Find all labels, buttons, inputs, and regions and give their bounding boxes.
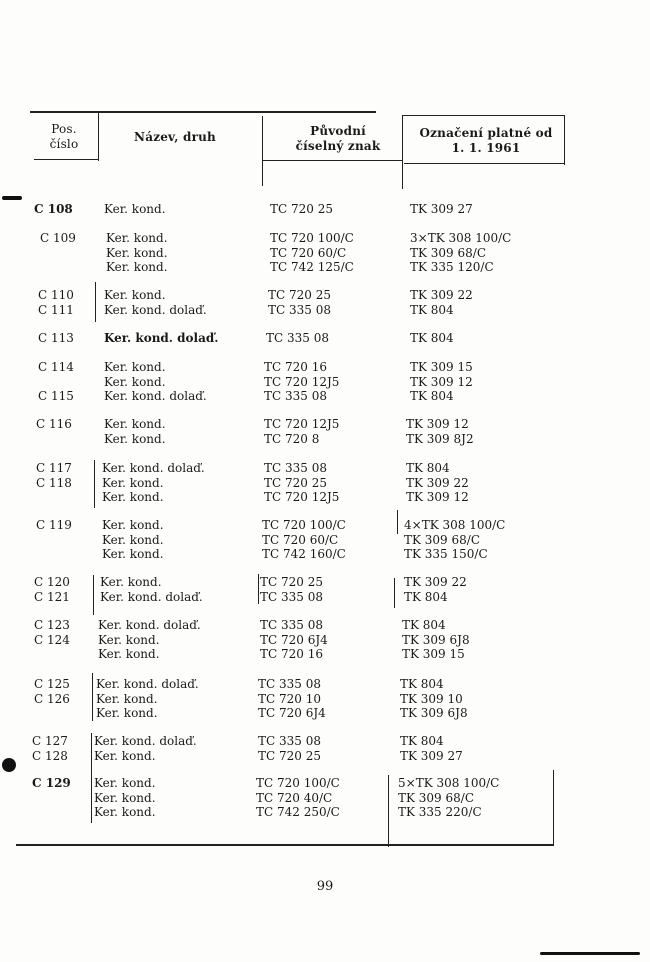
cell-name	[104, 417, 166, 446]
cell-line: TC 720 12J5	[264, 374, 340, 389]
header-underline-right	[404, 163, 564, 164]
cell-new	[406, 461, 469, 505]
cell-pos	[36, 518, 72, 533]
cell-orig	[266, 331, 329, 346]
cell-line: TC 335 08	[258, 734, 321, 748]
cell-line: TC 720 25	[264, 475, 327, 490]
table-top-rule	[30, 111, 376, 113]
cell-line: Ker. kond.	[96, 691, 158, 706]
cell-line: TC 720 25	[268, 288, 331, 302]
cell-line: TC 720 8	[264, 431, 320, 446]
col-divider-1d	[93, 575, 94, 615]
cell-orig	[256, 776, 340, 820]
cell-line: C 115	[38, 389, 74, 403]
cell-line: TC 720 25	[260, 575, 323, 589]
cell-pos	[38, 331, 74, 346]
cell-line: C 125	[34, 677, 70, 691]
cell-line: Ker. kond.	[94, 776, 156, 790]
cell-pos	[34, 618, 70, 647]
cell-line: C 110	[38, 288, 74, 302]
header-underline-mid	[262, 160, 402, 161]
cell-line: Ker. kond.	[100, 575, 162, 589]
cell-line: Ker. kond.	[98, 647, 160, 661]
col-divider-4b	[553, 770, 554, 846]
col-divider-3	[402, 115, 403, 189]
page-number: 99	[316, 879, 334, 894]
cell-line: Ker. kond.	[102, 518, 164, 532]
cell-line: Ker. kond.	[102, 475, 164, 490]
cell-line: C 127	[32, 734, 68, 748]
cell-line: C 113	[38, 331, 74, 345]
cell-line: TC 335 08	[264, 461, 327, 475]
cell-line: TK 804	[410, 331, 454, 345]
col-divider-3d	[388, 775, 389, 847]
cell-line: TC 742 125/C	[270, 260, 354, 274]
cell-line	[38, 375, 74, 390]
cell-line: Ker. kond. dolaď.	[104, 331, 219, 345]
header-underline	[34, 159, 98, 160]
cell-line: TC 335 08	[260, 589, 323, 604]
cell-line: TK 309 68/C	[404, 532, 480, 547]
cell-line: C 118	[36, 475, 72, 490]
cell-line: C 126	[34, 691, 70, 706]
cell-pos	[34, 677, 70, 706]
cell-pos	[36, 417, 72, 432]
cell-line: Ker. kond. dolaď.	[102, 461, 205, 475]
cell-line: TC 720 40/C	[256, 790, 333, 805]
cell-line: TC 720 16	[264, 360, 327, 374]
col-divider-4	[564, 115, 565, 165]
cell-line: TC 335 08	[264, 389, 327, 403]
table-top-rule-right	[402, 115, 564, 116]
cell-line: TK 804	[406, 461, 450, 475]
cell-line: Ker. kond.	[102, 532, 164, 547]
cell-line: TC 720 25	[270, 202, 333, 216]
cell-line: TC 720 60/C	[262, 532, 339, 547]
cell-pos	[38, 360, 74, 404]
cell-line: TK 335 150/C	[404, 547, 488, 561]
cell-line: C 114	[38, 360, 74, 374]
scan-artifact	[2, 758, 16, 772]
cell-line: TK 804	[400, 734, 444, 748]
cell-name	[106, 231, 168, 275]
cell-name	[104, 360, 207, 404]
scan-artifact	[2, 196, 22, 200]
cell-new	[410, 231, 511, 275]
cell-orig	[260, 575, 323, 604]
cell-line: C 108	[34, 202, 73, 216]
cell-line: TK 804	[402, 618, 446, 632]
cell-line: Ker. kond.	[102, 490, 164, 504]
cell-orig	[264, 461, 339, 505]
cell-line: C 129	[32, 776, 71, 790]
cell-line: Ker. kond. dolaď.	[100, 589, 203, 604]
cell-new	[406, 417, 474, 446]
cell-line: C 123	[34, 618, 70, 632]
cell-line: TK 309 22	[406, 475, 469, 490]
cell-line: C 109	[40, 231, 76, 245]
cell-line: TC 720 25	[258, 748, 321, 763]
col-divider-3b	[397, 510, 398, 534]
cell-line: Ker. kond.	[104, 431, 166, 446]
cell-line: TC 720 12J5	[264, 490, 340, 504]
cell-line: TK 309 68/C	[410, 245, 486, 260]
cell-line: C 124	[34, 632, 70, 647]
cell-name	[104, 331, 218, 346]
cell-line: Ker. kond. dolaď.	[96, 677, 199, 691]
cell-line: C 117	[36, 461, 72, 475]
cell-line: TC 720 100/C	[262, 518, 346, 532]
col-divider-1b	[95, 282, 96, 322]
cell-new	[400, 677, 468, 721]
cell-line: Ker. kond.	[98, 632, 160, 647]
cell-line: TK 309 12	[406, 490, 469, 504]
cell-line: TK 309 68/C	[398, 790, 474, 805]
cell-line: TK 804	[410, 389, 454, 403]
col-divider-3c	[394, 578, 395, 608]
cell-line: TK 309 12	[410, 374, 473, 389]
cell-name	[94, 734, 197, 763]
cell-line: TC 720 10	[258, 691, 321, 706]
table-bottom-rule	[16, 844, 554, 846]
cell-line: Ker. kond.	[104, 202, 166, 216]
cell-name	[94, 776, 156, 820]
cell-new	[402, 618, 470, 662]
cell-orig	[264, 360, 339, 404]
cell-line: Ker. kond.	[96, 706, 158, 720]
col-divider-1f	[91, 733, 92, 823]
cell-new	[400, 734, 463, 763]
cell-line: Ker. kond.	[104, 417, 166, 431]
cell-pos	[36, 461, 72, 490]
cell-pos	[38, 288, 74, 317]
cell-new	[410, 331, 454, 346]
cell-orig	[268, 288, 331, 317]
cell-pos	[40, 231, 76, 246]
cell-orig	[270, 231, 354, 275]
cell-line: 4×TK 308 100/C	[404, 518, 506, 532]
cell-name	[102, 461, 205, 505]
cell-line: Ker. kond.	[106, 260, 168, 274]
col-divider-1	[98, 113, 99, 161]
cell-line: TC 720 60/C	[270, 245, 347, 260]
cell-new	[404, 575, 467, 604]
cell-line: TK 309 15	[410, 360, 473, 374]
scan-artifact	[540, 952, 640, 955]
cell-line: TK 309 27	[410, 202, 473, 216]
cell-name	[102, 518, 164, 562]
cell-orig	[264, 417, 339, 446]
cell-line: 3×TK 308 100/C	[410, 231, 512, 245]
cell-orig	[258, 677, 326, 721]
col-divider-2	[262, 116, 263, 186]
col-divider-1e	[92, 673, 93, 721]
cell-line: TK 309 27	[400, 748, 463, 763]
cell-line: Ker. kond.	[94, 790, 156, 805]
cell-line: Ker. kond. dolaď.	[104, 389, 207, 403]
cell-orig	[262, 518, 346, 562]
cell-pos	[34, 202, 73, 217]
cell-line: Ker. kond.	[94, 805, 156, 819]
cell-line: C 116	[36, 417, 72, 431]
cell-line: C 128	[32, 748, 68, 763]
cell-line: TC 720 100/C	[256, 776, 340, 790]
cell-line: Ker. kond.	[104, 360, 166, 374]
cell-line: TK 335 120/C	[410, 260, 494, 274]
cell-line: TK 309 10	[400, 691, 463, 706]
cell-orig	[260, 618, 328, 662]
cell-line: Ker. kond. dolaď.	[104, 302, 207, 317]
cell-line: TC 720 6J4	[258, 706, 326, 720]
cell-line: Ker. kond.	[94, 748, 156, 763]
cell-new	[398, 776, 499, 820]
cell-line: C 121	[34, 589, 70, 604]
cell-line: TC 720 12J5	[264, 417, 340, 431]
cell-new	[410, 360, 473, 404]
col-divider-1c	[94, 460, 95, 508]
header-new: Označení platné od 1. 1. 1961	[419, 126, 553, 155]
cell-name	[98, 618, 201, 662]
cell-line: Ker. kond.	[106, 245, 168, 260]
cell-line: TC 335 08	[266, 331, 329, 345]
cell-line: TC 742 160/C	[262, 547, 346, 561]
cell-line: C 119	[36, 518, 72, 532]
cell-line: 5×TK 308 100/C	[398, 776, 500, 790]
cell-line: TK 309 22	[410, 288, 473, 302]
cell-line: TK 309 22	[404, 575, 467, 589]
cell-new	[410, 202, 473, 217]
cell-line: TK 309 6J8	[400, 706, 468, 720]
cell-line: TC 335 08	[258, 677, 321, 691]
cell-new	[404, 518, 505, 562]
cell-line: Ker. kond.	[104, 288, 166, 302]
cell-line: TK 804	[400, 677, 444, 691]
header-original: Původní číselný znak	[295, 124, 381, 153]
cell-line: TC 335 08	[260, 618, 323, 632]
cell-line: TK 309 6J8	[402, 632, 470, 647]
cell-line: TK 804	[404, 589, 448, 604]
cell-line: TC 720 100/C	[270, 231, 354, 245]
cell-line: C 111	[38, 302, 74, 317]
cell-line: TK 309 12	[406, 417, 469, 431]
cell-line: Ker. kond.	[102, 547, 164, 561]
cell-line: TC 335 08	[268, 302, 331, 317]
cell-line: C 120	[34, 575, 70, 589]
cell-line: TC 742 250/C	[256, 805, 340, 819]
header-name: Název, druh	[134, 130, 216, 144]
cell-new	[410, 288, 473, 317]
cell-pos	[32, 734, 68, 763]
cell-name	[100, 575, 203, 604]
cell-line: TC 720 16	[260, 647, 323, 661]
cell-line: Ker. kond. dolaď.	[98, 618, 201, 632]
cell-line: Ker. kond. dolaď.	[94, 734, 197, 748]
cell-name	[104, 288, 207, 317]
header-pos: Pos. číslo	[49, 122, 79, 151]
col-divider-2b	[258, 574, 259, 604]
cell-line: Ker. kond.	[106, 231, 168, 245]
cell-line: TK 335 220/C	[398, 805, 482, 819]
cell-line: Ker. kond.	[104, 374, 166, 389]
cell-pos	[32, 776, 71, 791]
cell-line: TK 309 8J2	[406, 431, 474, 446]
cell-orig	[270, 202, 333, 217]
cell-line: TK 804	[410, 302, 454, 317]
cell-name	[96, 677, 199, 721]
cell-line: TK 309 15	[402, 647, 465, 661]
cell-orig	[258, 734, 321, 763]
cell-pos	[34, 575, 70, 604]
cell-line: TC 720 6J4	[260, 632, 328, 647]
cell-name	[104, 202, 166, 217]
